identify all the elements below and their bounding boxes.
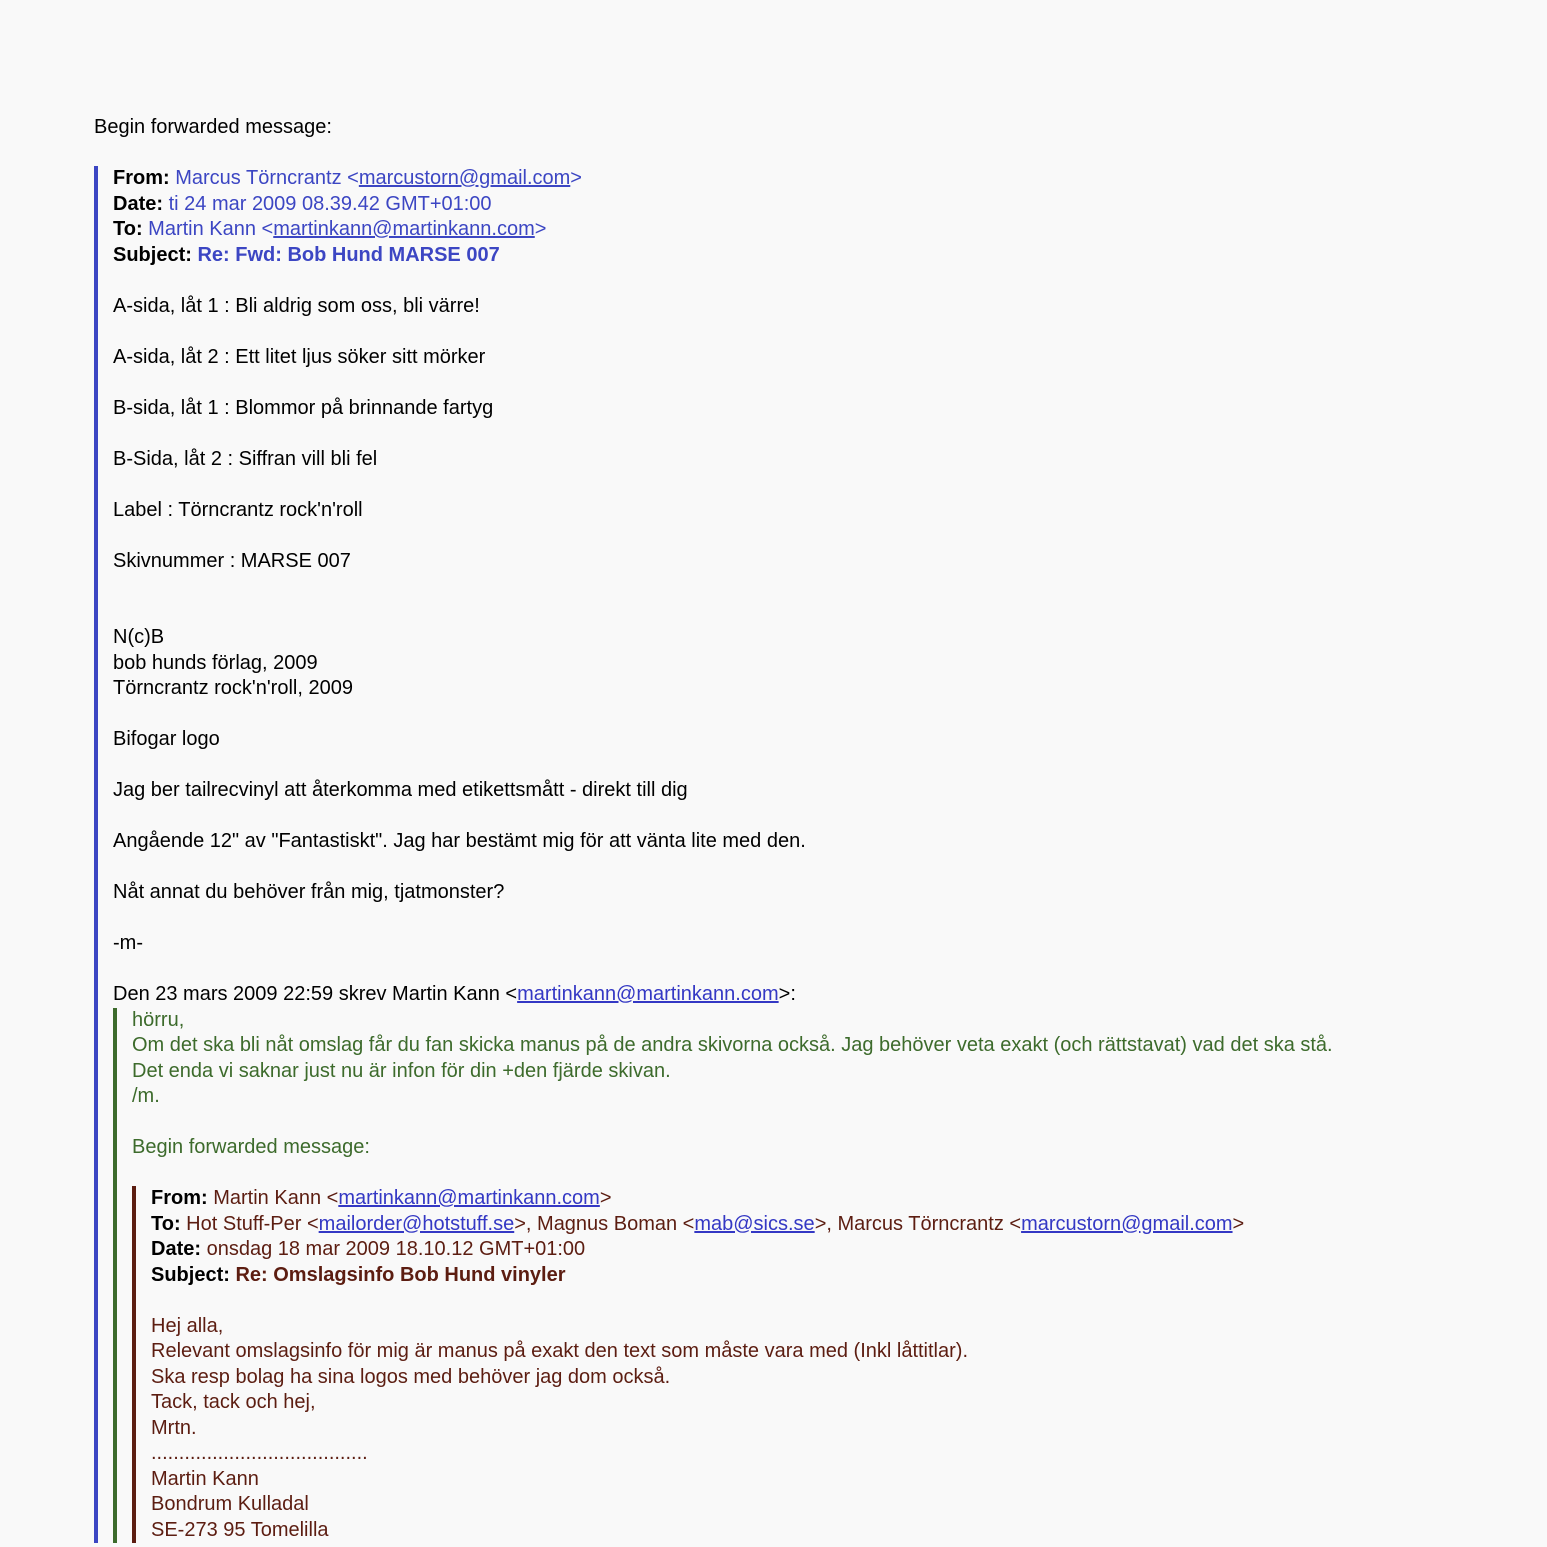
subject-value: Re: Omslagsinfo Bob Hund vinyler — [235, 1263, 566, 1286]
attribution-email-link[interactable]: martinkann@martinkann.com — [517, 983, 779, 1005]
from-name: Marcus Törncrantz < — [175, 167, 359, 189]
to-name: Martin Kann < — [148, 218, 274, 240]
signature-divider: ....................................... — [151, 1442, 368, 1464]
body-line: Angående 12" av "Fantastiskt". Jag har bestämt mig för att vänta lite med den. — [113, 830, 806, 852]
body-line: B-sida, låt 1 : Blommor på brinnande fartyg — [113, 396, 494, 419]
body-line: N(c)B — [113, 626, 165, 648]
to-email-link[interactable]: martinkann@martinkann.com — [273, 218, 535, 240]
signature: -m- — [113, 932, 143, 954]
to-row: To: Hot Stuff-Per <mailorder@hotstuff.se>, Magnus Boman <mab@sics.se>, Marcus Törncrantz <marcustorn@gmail.com> — [151, 1212, 1245, 1235]
to-row: To: Martin Kann <martinkann@martinkann.com> — [113, 218, 547, 240]
body-line: bob hunds förlag, 2009 — [113, 651, 318, 674]
quote-level-2 — [113, 1008, 1514, 1544]
subject-row: Subject: Re: Omslagsinfo Bob Hund vinyler — [151, 1263, 566, 1286]
body-line: Nåt annat du behöver från mig, tjatmonster? — [113, 881, 505, 903]
from-row: From: Martin Kann <martinkann@martinkann.com> — [151, 1187, 612, 1209]
body-line: Skivnummer : MARSE 007 — [113, 549, 351, 572]
date-value: onsdag 18 mar 2009 18.10.12 GMT+01:00 — [206, 1238, 586, 1260]
body-line: Hej alla, — [151, 1314, 224, 1337]
body-line: Mrtn. — [151, 1416, 197, 1439]
body-line: Label : Törncrantz rock'n'roll — [113, 498, 363, 521]
quote-attribution: Den 23 mars 2009 22:59 skrev Martin Kann <martinkann@martinkann.com>: — [113, 983, 796, 1005]
body-line: Törncrantz rock'n'roll, 2009 — [113, 677, 353, 699]
to-email-link-3[interactable]: marcustorn@gmail.com — [1021, 1212, 1233, 1235]
from-row: From: Marcus Törncrantz <marcustorn@gmail.com> — [113, 167, 582, 189]
quote-line: Det enda vi saknar just nu är infon för din +den fjärde skivan. — [132, 1059, 671, 1082]
forwarded-quote-level-1 — [94, 166, 1514, 1543]
forwarded-header-1 — [113, 166, 1514, 268]
to-email-link-2[interactable]: mab@sics.se — [694, 1212, 815, 1235]
signature-name: Martin Kann — [151, 1467, 259, 1490]
date-row: Date: ti 24 mar 2009 08.39.42 GMT+01:00 — [113, 192, 492, 215]
quote-line: hörru, — [132, 1008, 185, 1031]
forward-intro: Begin forwarded message: — [94, 116, 332, 138]
from-name: Martin Kann < — [213, 1187, 339, 1209]
quote-line: Om det ska bli nåt omslag får du fan skicka manus på de andra skivorna också. Jag behöver veta exakt (och rättstavat) vad det ska stå. — [132, 1034, 1333, 1056]
body-line: Ska resp bolag ha sina logos med behöver jag dom också. — [151, 1365, 671, 1388]
email-message-body — [94, 115, 1514, 1543]
to-email-link-1[interactable]: mailorder@hotstuff.se — [318, 1212, 515, 1235]
subject-value: Re: Fwd: Bob Hund MARSE 007 — [197, 243, 500, 266]
date-value: ti 24 mar 2009 08.39.42 GMT+01:00 — [168, 192, 492, 215]
from-email-link[interactable]: martinkann@martinkann.com — [338, 1187, 600, 1209]
body-line: Jag ber tailrecvinyl att återkomma med etikettsmått - direkt till dig — [113, 779, 688, 801]
message-body-1 — [113, 268, 1514, 1008]
body-line: Bifogar logo — [113, 728, 220, 750]
body-line: A-sida, låt 2 : Ett litet ljus söker sitt mörker — [113, 345, 486, 368]
forwarded-quote-level-3 — [132, 1186, 1514, 1543]
from-email-link[interactable]: marcustorn@gmail.com — [358, 167, 571, 189]
signature-address: Bondrum Kulladal — [151, 1493, 309, 1515]
date-row: Date: onsdag 18 mar 2009 18.10.12 GMT+01:00 — [151, 1238, 586, 1260]
body-line: Tack, tack och hej, — [151, 1391, 316, 1413]
forward-intro-2: Begin forwarded message: — [132, 1136, 370, 1158]
body-line: A-sida, låt 1 : Bli aldrig som oss, bli värre! — [113, 294, 480, 317]
body-line: Relevant omslagsinfo för mig är manus på exakt den text som måste vara med (Inkl låttitlar). — [151, 1340, 969, 1362]
body-line: B-Sida, låt 2 : Siffran vill bli fel — [113, 447, 378, 470]
signature-address: SE-273 95 Tomelilla — [151, 1518, 329, 1541]
subject-row: Subject: Re: Fwd: Bob Hund MARSE 007 — [113, 243, 500, 266]
quote-line: /m. — [132, 1085, 160, 1107]
